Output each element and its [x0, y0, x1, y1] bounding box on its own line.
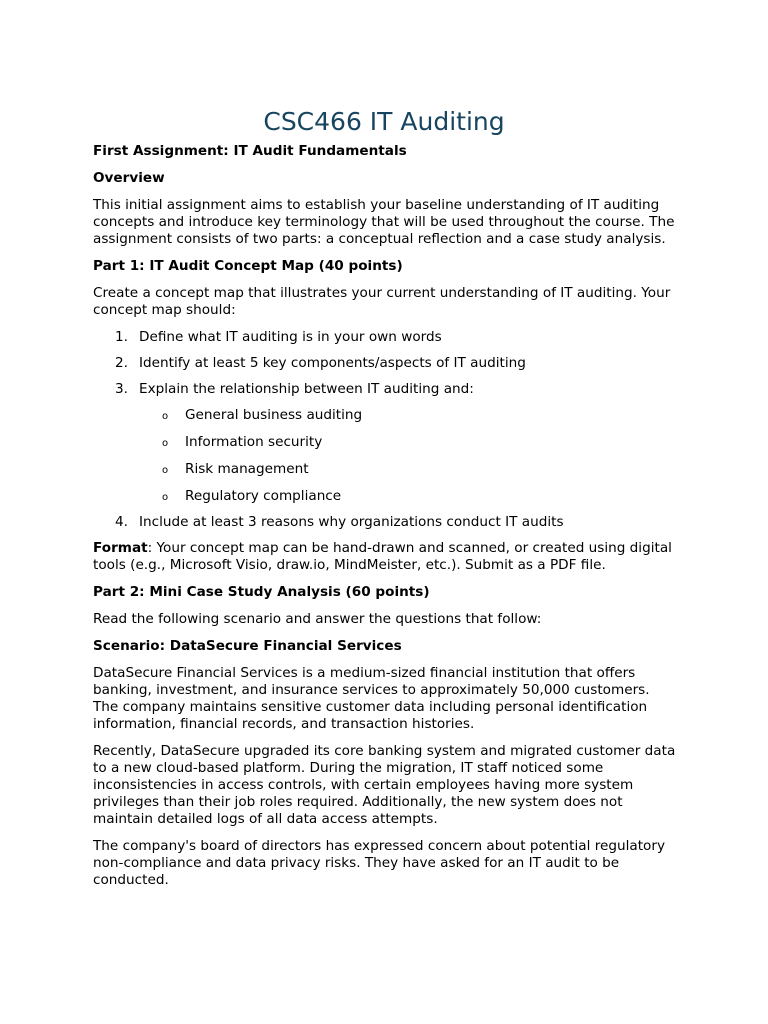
scenario-paragraph-3: The company's board of directors has expressed concern about potential regulatory non-compliance and data privacy risks. They have asked for an IT audit to be conducted.: [93, 838, 665, 888]
scenario-heading: Scenario: DataSecure Financial Services: [93, 638, 402, 654]
assignment-subtitle: First Assignment: IT Audit Fundamentals: [93, 143, 407, 159]
sublist-item-text: Information security: [185, 434, 323, 450]
list-number: 1.: [115, 329, 128, 345]
list-item-text: Identify at least 5 key components/aspects of IT auditing: [139, 355, 526, 371]
page-title: CSC466 IT Auditing: [263, 107, 505, 136]
sublist-item-text: General business auditing: [185, 407, 363, 423]
list-item-text: Include at least 3 reasons why organizations conduct IT audits: [139, 514, 564, 530]
sublist-item: [139, 461, 678, 478]
overview-heading: Overview: [93, 170, 165, 186]
part2-heading: Part 2: Mini Case Study Analysis (60 points): [93, 584, 430, 600]
sublist-item: [139, 434, 678, 451]
overview-paragraph: This initial assignment aims to establish your baseline understanding of IT auditing concepts and introduce key terminology that will be used throughout the course. The assignment consists of two parts: a conceptual reflection and a case study analysis.: [93, 197, 675, 247]
scenario-paragraph-1: DataSecure Financial Services is a medium-sized financial institution that offers banking, investment, and insurance services to approximately 50,000 customers. The company maintains sensitive customer data including personal identification information, financial records, and transaction histories.: [93, 665, 650, 732]
circle-bullet-icon: o: [162, 438, 169, 449]
format-paragraph: [93, 540, 678, 574]
format-text: : Your concept map can be hand-drawn and scanned, or created using digital tools (e.g., Microsoft Visio, draw.io, MindMeister, etc.). Submit as a PDF file.: [93, 540, 672, 573]
list-item-text: Define what IT auditing is in your own words: [139, 329, 442, 345]
part1-intro: Create a concept map that illustrates your current understanding of IT auditing. Your concept map should:: [93, 285, 671, 318]
list-number: 3.: [115, 381, 128, 397]
document-body: [93, 143, 678, 899]
part2-intro: Read the following scenario and answer the questions that follow:: [93, 611, 542, 627]
list-item: [93, 329, 678, 346]
circle-bullet-icon: o: [162, 465, 169, 476]
part1-list: [93, 329, 678, 531]
sublist-item-text: Risk management: [185, 461, 309, 477]
circle-bullet-icon: o: [162, 411, 169, 422]
list-number: 4.: [115, 514, 128, 530]
part1-sublist: [139, 407, 678, 505]
sublist-item: [139, 488, 678, 505]
list-item: [93, 355, 678, 372]
format-label: Format: [93, 540, 148, 556]
scenario-paragraph-2: Recently, DataSecure upgraded its core banking system and migrated customer data to a new cloud-based platform. During the migration, IT staff noticed some inconsistencies in access controls, with certain employees having more system privileges than their job roles required. Additionally, the new system does not maintain detailed logs of all data access attempts.: [93, 743, 676, 827]
list-number: 2.: [115, 355, 128, 371]
list-item: [93, 514, 678, 531]
sublist-item-text: Regulatory compliance: [185, 488, 342, 504]
circle-bullet-icon: o: [162, 492, 169, 503]
list-item: [93, 381, 678, 505]
sublist-item: [139, 407, 678, 424]
list-item-text: Explain the relationship between IT auditing and:: [139, 381, 474, 397]
part1-heading: Part 1: IT Audit Concept Map (40 points): [93, 258, 403, 274]
